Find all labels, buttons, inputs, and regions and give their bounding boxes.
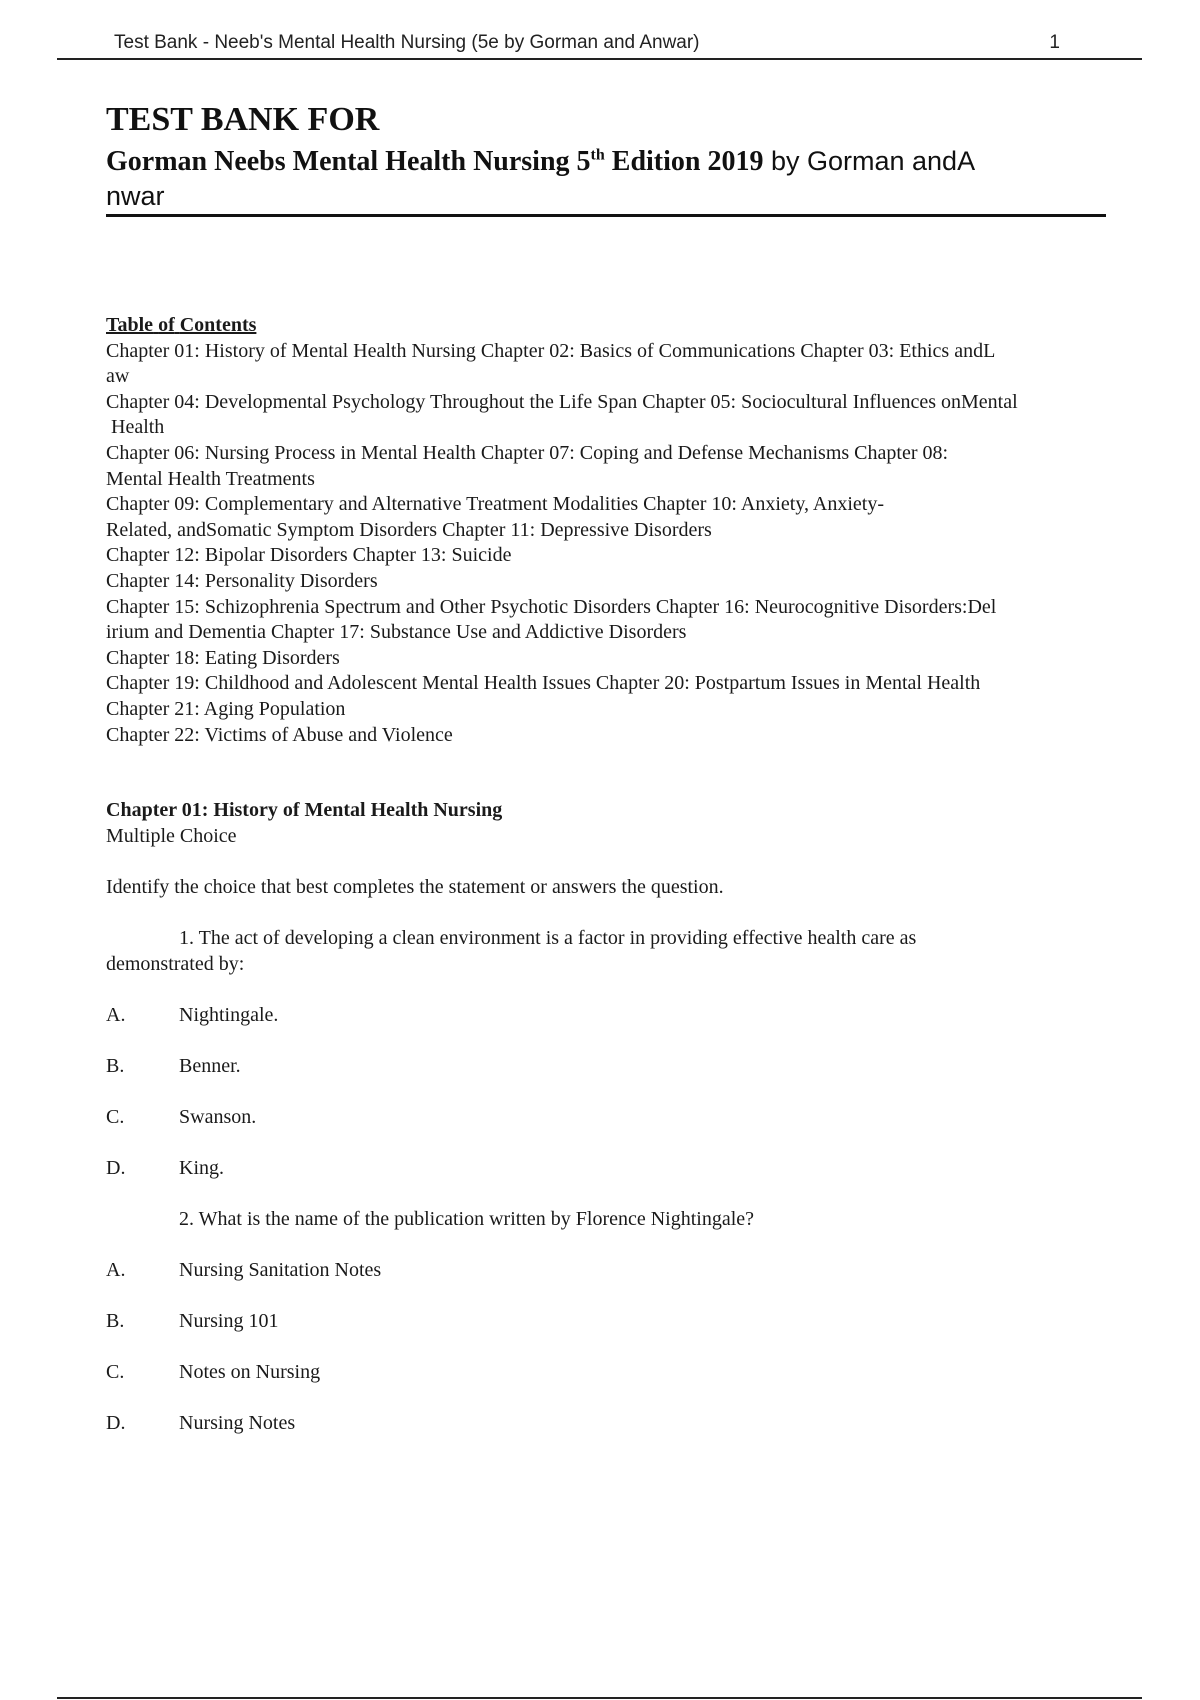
title-divider bbox=[106, 214, 1106, 217]
toc-line: irium and Dementia Chapter 17: Substance Use and Addictive Disorders bbox=[106, 621, 687, 644]
section-type: Multiple Choice bbox=[106, 825, 237, 847]
toc-line: Health bbox=[106, 416, 165, 439]
page-header bbox=[57, 30, 1142, 60]
instructions: Identify the choice that best completes the statement or answers the question. bbox=[106, 876, 724, 898]
toc-line: Chapter 01: History of Mental Health Nursing Chapter 02: Basics of Communications Chapter 03: Ethics andL bbox=[106, 339, 996, 362]
option-text: Swanson. bbox=[179, 1106, 257, 1128]
chapter-section bbox=[106, 797, 1106, 1436]
subtitle-authors: by Gorman andA bbox=[763, 146, 976, 176]
option-letter: A. bbox=[106, 1004, 126, 1026]
toc-line: aw bbox=[106, 365, 130, 388]
question-text: 1. The act of developing a clean environment is a factor in providing effective health care as bbox=[179, 927, 917, 949]
subtitle-superscript: th bbox=[590, 146, 605, 164]
toc-line: Chapter 22: Victims of Abuse and Violence bbox=[106, 723, 453, 746]
subtitle-authors-continued: nwar bbox=[106, 181, 165, 211]
subtitle-edition: Edition 2019 bbox=[604, 146, 764, 177]
option-text: Notes on Nursing bbox=[179, 1361, 321, 1383]
chapter-title: Chapter 01: History of Mental Health Nursing bbox=[106, 799, 503, 821]
toc-line: Chapter 19: Childhood and Adolescent Mental Health Issues Chapter 20: Postpartum Issues in Mental Health bbox=[106, 672, 981, 695]
toc-line: Chapter 04: Developmental Psychology Throughout the Life Span Chapter 05: Sociocultural Influences onMental bbox=[106, 390, 1018, 413]
toc-line: Mental Health Treatments bbox=[106, 467, 315, 490]
table-of-contents bbox=[106, 313, 1116, 748]
question-1-continued: demonstrated by: bbox=[106, 953, 245, 975]
toc-heading-word: of bbox=[158, 314, 175, 336]
option-text: Nightingale. bbox=[179, 1004, 279, 1026]
toc-heading-word: Table bbox=[106, 314, 154, 336]
answer-option bbox=[106, 1359, 1106, 1385]
header-title: Test Bank - Neeb's Mental Health Nursing (5e by Gorman and Anwar) bbox=[114, 32, 700, 53]
option-text: Nursing Notes bbox=[179, 1412, 296, 1434]
toc-line: Chapter 15: Schizophrenia Spectrum and Other Psychotic Disorders Chapter 16: Neurocognitive Disorders:Del bbox=[106, 595, 997, 618]
question-2: 2. What is the name of the publication written by Florence Nightingale? bbox=[179, 1208, 755, 1230]
question-1 bbox=[106, 925, 1106, 951]
option-text: King. bbox=[179, 1157, 224, 1179]
answer-option bbox=[106, 1155, 1106, 1181]
answer-option bbox=[106, 1410, 1106, 1436]
answer-option bbox=[106, 1308, 1106, 1334]
option-letter: D. bbox=[106, 1412, 126, 1434]
toc-line: Chapter 06: Nursing Process in Mental Health Chapter 07: Coping and Defense Mechanisms Chapter 08: bbox=[106, 441, 949, 464]
toc-heading bbox=[106, 313, 1116, 339]
page-number: 1 bbox=[1049, 32, 1060, 53]
option-text: Benner. bbox=[179, 1055, 241, 1077]
toc-line: Related, andSomatic Symptom Disorders Chapter 11: Depressive Disorders bbox=[106, 518, 712, 541]
option-text: Nursing 101 bbox=[179, 1310, 279, 1332]
subtitle-bold: Gorman Neebs Mental Health Nursing 5 bbox=[106, 146, 591, 177]
toc-line: Chapter 21: Aging Population bbox=[106, 697, 346, 720]
title-block bbox=[106, 100, 1106, 213]
option-text: Nursing Sanitation Notes bbox=[179, 1259, 382, 1281]
option-letter: C. bbox=[106, 1361, 125, 1383]
answer-option bbox=[106, 1002, 1106, 1028]
option-letter: D. bbox=[106, 1157, 126, 1179]
toc-line: Chapter 18: Eating Disorders bbox=[106, 646, 340, 669]
document-subtitle bbox=[106, 144, 1106, 213]
option-letter: A. bbox=[106, 1259, 126, 1281]
option-letter: B. bbox=[106, 1055, 125, 1077]
option-letter: C. bbox=[106, 1106, 125, 1128]
toc-line: Chapter 14: Personality Disorders bbox=[106, 569, 378, 592]
answer-option bbox=[106, 1257, 1106, 1283]
document-title: TEST BANK FOR bbox=[106, 101, 380, 138]
toc-line: Chapter 12: Bipolar Disorders Chapter 13: Suicide bbox=[106, 544, 512, 567]
answer-option bbox=[106, 1104, 1106, 1130]
option-letter: B. bbox=[106, 1310, 125, 1332]
footer-divider bbox=[57, 1697, 1142, 1699]
toc-line: Chapter 09: Complementary and Alternative Treatment Modalities Chapter 10: Anxiety, Anxiety- bbox=[106, 493, 885, 516]
toc-heading-word: Contents bbox=[179, 314, 257, 336]
answer-option bbox=[106, 1053, 1106, 1079]
